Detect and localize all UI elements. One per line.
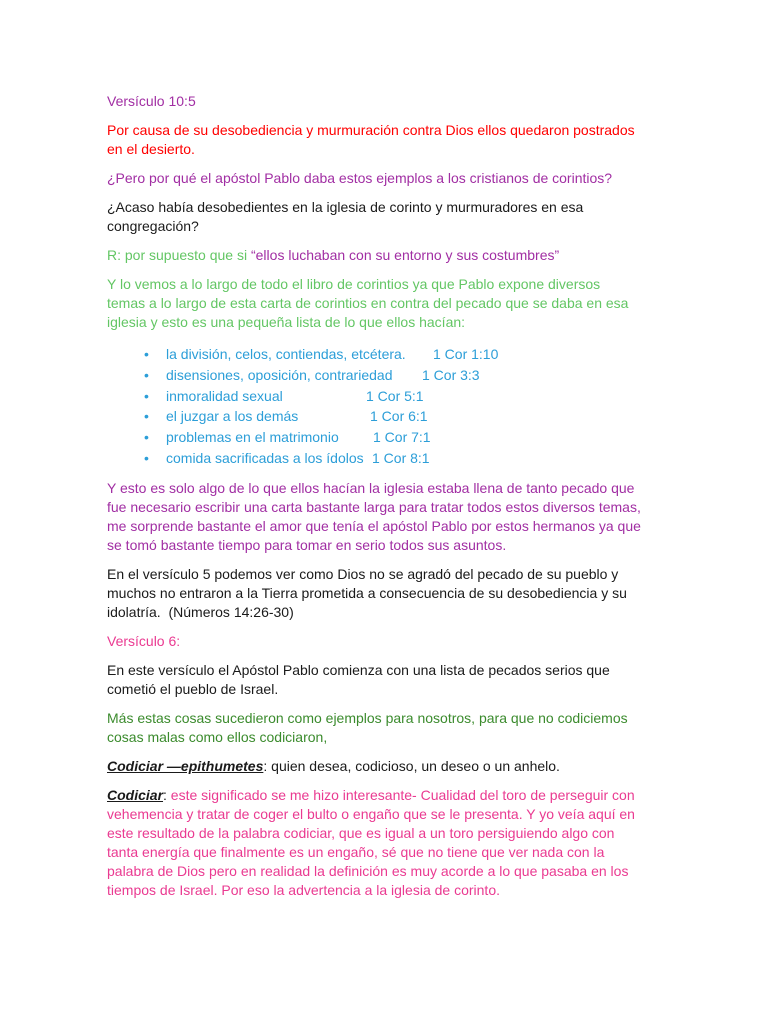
answer-quote: “ellos luchaban con su entorno y sus costumbres” [250, 247, 560, 263]
text-line: cosas malas como ellos codiciaron, [107, 728, 328, 745]
text-line: En el versículo 5 podemos ver como Dios no se agradó del pecado de su pueblo y [107, 565, 619, 582]
definition-term: Codiciar —epithumetes [107, 757, 264, 774]
text-line: idolatría. (Números 14:26-30) [107, 603, 294, 620]
scripture-reference: 1 Cor 8:1 [372, 449, 430, 466]
scripture-quote-paragraph [107, 709, 768, 747]
text-line: ¿Pero por qué el apóstol Pablo daba estos ejemplos a los cristianos de corintios? [107, 170, 613, 186]
list-item [107, 344, 768, 365]
text-line: ¿Acaso había desobedientes en la iglesia de corinto y murmuradores en esa [107, 199, 584, 215]
list-item [107, 406, 768, 427]
list-item [107, 365, 768, 386]
scripture-reference: 1 Cor 5:1 [366, 387, 424, 404]
text-line: fue necesario escribir una carta bastante larga para tratar todos estos diversos temas, [107, 498, 641, 515]
commentary-term: Codiciar [107, 786, 164, 803]
list-item-text: el juzgar a los demás [166, 408, 299, 425]
verse-heading-10-5 [107, 92, 768, 111]
definition-text: : quien desea, codicioso, un deseo o un anhelo. [263, 757, 560, 774]
bullet-icon [144, 406, 149, 427]
scripture-reference: 1 Cor 7:1 [373, 429, 431, 446]
list-item-text: disensiones, oposición, contrariedad [166, 366, 393, 383]
question-paragraph-purple [107, 169, 768, 188]
text-line: en el desierto. [107, 141, 195, 157]
list-item-text: problemas en el matrimonio [166, 429, 339, 446]
scripture-reference: 1 Cor 3:3 [422, 366, 480, 383]
verse-heading-6 [107, 632, 768, 651]
text-line [107, 786, 768, 805]
text-line: tanta energía que finalmente es un engaño, sé que no tiene que ver nada con la [107, 843, 605, 860]
commentary-text: este significado se me hizo interesante- Cualidad del toro de perseguir con [166, 786, 635, 803]
list-item [107, 386, 768, 407]
text-line: muchos no entraron a la Tierra prometida a consecuencia de su desobediencia y su [107, 584, 627, 601]
verse5-paragraph [107, 565, 768, 622]
red-statement-paragraph [107, 121, 768, 159]
list-item-text: inmoralidad sexual [166, 387, 283, 404]
bullet-icon [144, 448, 149, 469]
text-line: Y esto es solo algo de lo que ellos hacían la iglesia estaba llena de tanto pecado que [107, 479, 635, 496]
list-item [107, 448, 768, 469]
text-line: Por causa de su desobediencia y murmuración contra Dios ellos quedaron postrados [107, 122, 635, 138]
text-line: se tomó bastante tiempo para tomar en serio todos sus asuntos. [107, 536, 507, 553]
question-paragraph-black [107, 198, 768, 236]
text-line: congregación? [107, 218, 199, 234]
text-line [107, 246, 768, 265]
list-item-text: comida sacrificadas a los ídolos [166, 449, 364, 466]
bullet-icon [144, 365, 149, 386]
text-line: este resultado de la palabra codiciar, que es igual a un toro persiguiendo algo con [107, 824, 615, 841]
list-item [107, 427, 768, 448]
text-line: iglesia y esto es una pequeña lista de lo que ellos hacían: [107, 314, 466, 330]
text-line [107, 757, 768, 776]
commentary-paragraph [107, 786, 768, 900]
scripture-reference: 1 Cor 1:10 [433, 346, 499, 362]
heading-text: Versículo 10:5 [107, 93, 196, 109]
heading-text: Versículo 6: [107, 632, 181, 649]
text-line: Y lo vemos a lo largo de todo el libro de corintios ya que Pablo expone diversos [107, 276, 601, 292]
text-line: Más estas cosas sucedieron como ejemplos para nosotros, para que no codiciemos [107, 709, 628, 726]
text-line: cometió el pueblo de Israel. [107, 680, 279, 697]
list-item-text: la división, celos, contiendas, etcétera. [166, 346, 406, 362]
sin-list [107, 342, 768, 469]
text-line: tiempos de Israel. Por eso la advertencia a la iglesia de corinto. [107, 881, 500, 898]
commentary-colon: : [163, 786, 167, 803]
definition-paragraph [107, 757, 768, 776]
text-line: palabra de Dios pero en realidad la definición es muy acorde a lo que pasaba en los [107, 862, 629, 879]
bullet-icon [144, 344, 149, 365]
text-line: vehemencia y tratar de coger el bulto o engaño que se le presenta. Y yo veía aquí en [107, 805, 635, 822]
verse6-intro-paragraph [107, 661, 768, 699]
answer-paragraph [107, 246, 768, 265]
green-paragraph [107, 275, 768, 332]
answer-prefix: R: por supuesto que si [107, 247, 251, 263]
text-line: temas a lo largo de esta carta de corintios en contra del pecado que se daba en esa [107, 295, 629, 311]
scripture-reference: 1 Cor 6:1 [370, 408, 428, 425]
text-line: me sorprende bastante el amor que tenía el apóstol Pablo por estos hermanos ya que [107, 517, 641, 534]
bullet-icon [144, 427, 149, 448]
bullet-icon [144, 386, 149, 407]
purple-paragraph [107, 479, 768, 555]
text-line: En este versículo el Apóstol Pablo comienza con una lista de pecados serios que [107, 661, 610, 678]
